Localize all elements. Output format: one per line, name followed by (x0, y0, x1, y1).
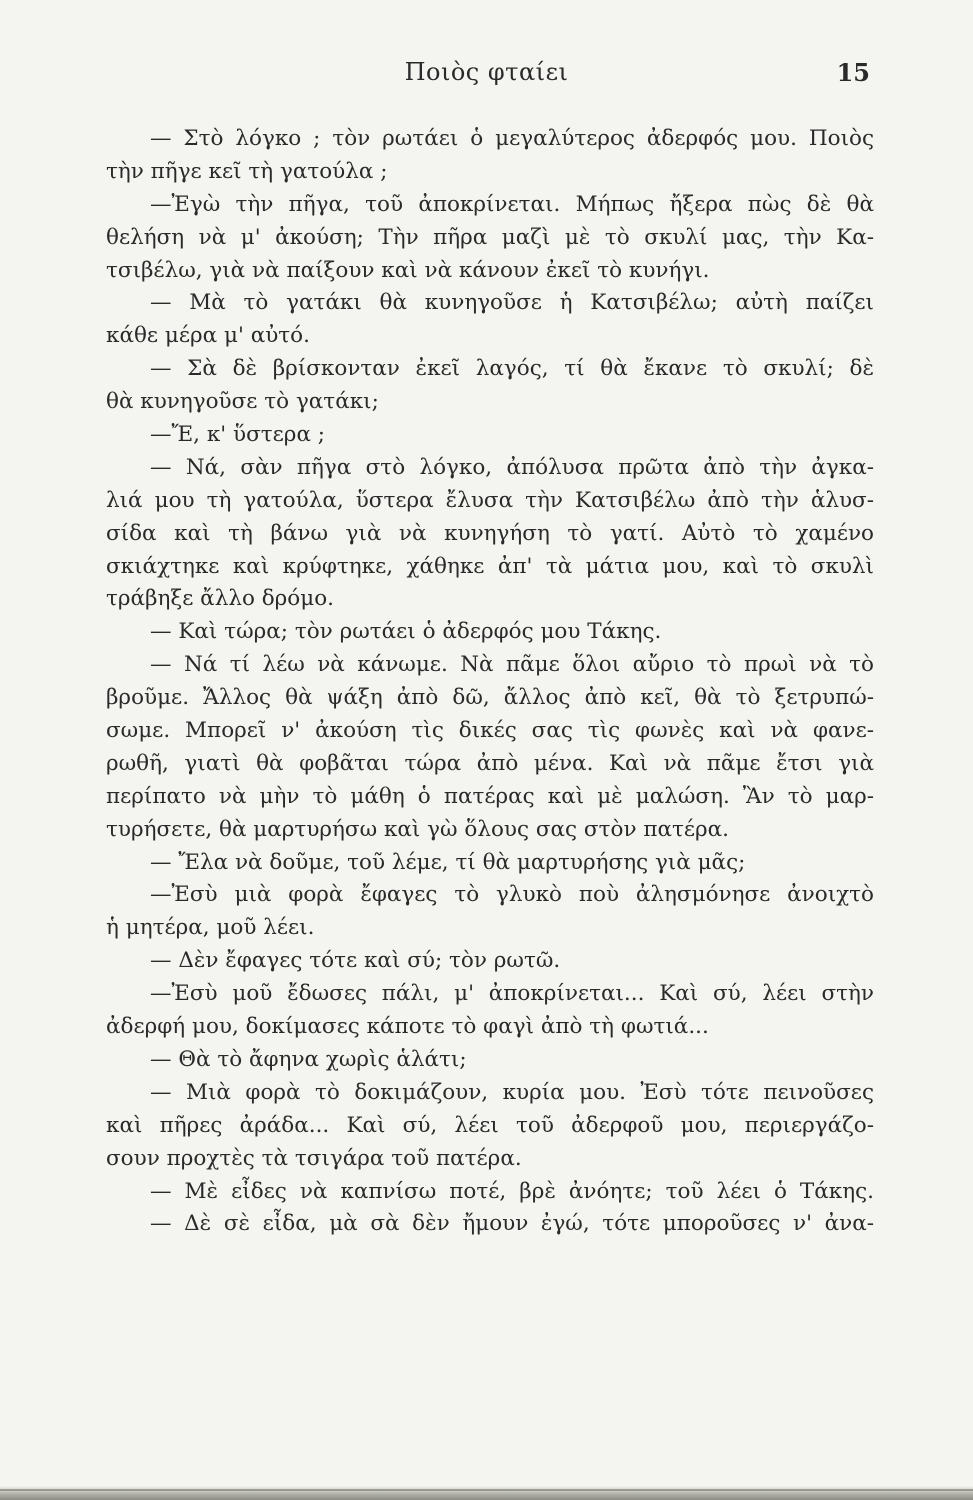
text-line: τράβηξε ἄλλο δρόμο. (106, 586, 335, 612)
running-title: Ποιὸς φταίει (404, 58, 569, 86)
text-line: ρωθῆ, γιατὶ θὰ φοβᾶται τώρα ἀπὸ μένα. Καὶ νὰ πᾶμε ἔτσι γιὰ (106, 750, 874, 776)
text-line: — Θὰ τὸ ἄφηνα χωρὶς ἁλάτι; (150, 1046, 467, 1072)
text-line: σκιάχτηκε καὶ κρύφτηκε, χάθηκε ἀπ' τὰ μάτια μου, καὶ τὸ σκυλὶ (106, 553, 874, 579)
text-line: σίδα καὶ τὴ βάνω γιὰ νὰ κυνηγήση τὸ γατί. Αὐτὸ τὸ χαμένο (106, 520, 874, 546)
text-line: κάθε μέρα μ' αὐτό. (106, 323, 310, 349)
text-line: τυρήσετε, θὰ μαρτυρήσω καὶ γὼ ὅλους σας στὸν πατέρα. (106, 816, 730, 842)
text-line: — Καὶ τώρα; τὸν ρωτάει ὁ ἀδερφός μου Τάκης. (150, 619, 662, 645)
text-line: τσιβέλω, γιὰ νὰ παίξουν καὶ νὰ κάνουν ἐκεῖ τὸ κυνήγι. (106, 257, 710, 283)
text-line: σουν προχτὲς τὰ τσιγάρα τοῦ πατέρα. (106, 1145, 522, 1171)
text-line: περίπατο νὰ μὴν τὸ μάθη ὁ πατέρας καὶ μὲ μαλώση. Ἂν τὸ μαρ- (106, 783, 874, 809)
text-line: σωμε. Μπορεῖ ν' ἀκούση τὶς δικές σας τὶς φωνὲς καὶ νὰ φανε- (106, 718, 874, 744)
text-line: — Δὲ σὲ εἶδα, μὰ σὰ δὲν ἤμουν ἐγώ, τότε μποροῦσες ν' ἀνα- (150, 1211, 874, 1237)
text-line: —Ἐγὼ τὴν πῆγα, τοῦ ἀποκρίνεται. Μήπως ἤξερα πὼς δὲ θὰ (150, 191, 874, 217)
text-line: — Στὸ λόγκο ; τὸν ρωτάει ὁ μεγαλύτερος ἀδερφός μου. Ποιὸς (150, 126, 874, 151)
text-line: — Νά τί λέω νὰ κάνωμε. Νὰ πᾶμε ὅλοι αὔριο τὸ πρωὶ νὰ τὸ (150, 652, 874, 678)
text-line: —Ἐσὺ μοῦ ἔδωσες πάλι, μ' ἀποκρίνεται... Καὶ σύ, λέει στὴν (150, 981, 874, 1007)
text-line: —Ἔ, κ' ὕστερα ; (150, 422, 326, 448)
text-line: — Δὲν ἔφαγες τότε καὶ σύ; τὸν ρωτῶ. (150, 948, 561, 974)
text-line: καὶ πῆρες ἀράδα... Καὶ σύ, λέει τοῦ ἀδερφοῦ μου, περιεργάζο- (106, 1112, 874, 1138)
page-bottom-edge (0, 1486, 973, 1500)
text-line: — Μιὰ φορὰ τὸ δοκιμάζουν, κυρία μου. Ἐσὺ τότε πεινοῦσες (150, 1079, 874, 1105)
page-number: 15 (836, 58, 870, 87)
text-line: θὰ κυνηγοῦσε τὸ γατάκι; (106, 389, 379, 415)
text-line: βροῦμε. Ἄλλος θὰ ψάξη ἀπὸ δῶ, ἄλλος ἀπὸ κεῖ, θὰ τὸ ξετρυπώ- (106, 685, 874, 711)
text-line: ἀδερφή μου, δοκίμασες κάποτε τὸ φαγὶ ἀπὸ τὴ φωτιά... (106, 1014, 709, 1040)
text-line: θελήση νὰ μ' ἀκούση; Τὴν πῆρα μαζὶ μὲ τὸ σκυλί μας, τὴν Κα- (106, 224, 874, 250)
text-line: τὴν πῆγε κεῖ τὴ γατούλα ; (106, 158, 388, 184)
text-line: ἡ μητέρα, μοῦ λέει. (106, 915, 315, 941)
text-line: —Ἐσὺ μιὰ φορὰ ἔφαγες τὸ γλυκὸ ποὺ ἀλησμόνησε ἀνοιχτὸ (150, 882, 874, 908)
text-line: — Νά, σὰν πῆγα στὸ λόγκο, ἀπόλυσα πρῶτα ἀπὸ τὴν ἀγκα- (150, 454, 874, 480)
text-line: — Σὰ δὲ βρίσκονταν ἐκεῖ λαγός, τί θὰ ἔκανε τὸ σκυλί; δὲ (150, 356, 874, 382)
body-text (106, 123, 874, 1241)
text-line: λιά μου τὴ γατούλα, ὕστερα ἔλυσα τὴν Κατσιβέλω ἀπὸ τὴν ἁλυσ- (106, 487, 874, 513)
text-line: — Μὰ τὸ γατάκι θὰ κυνηγοῦσε ἡ Κατσιβέλω; αὐτὴ παίζει (150, 290, 874, 316)
text-line: — Μὲ εἶδες νὰ καπνίσω ποτέ, βρὲ ἀνόητε; τοῦ λέει ὁ Τάκης. (150, 1178, 874, 1204)
text-line: — Ἔλα νὰ δοῦμε, τοῦ λέμε, τί θὰ μαρτυρήσης γιὰ μᾶς; (150, 849, 746, 875)
